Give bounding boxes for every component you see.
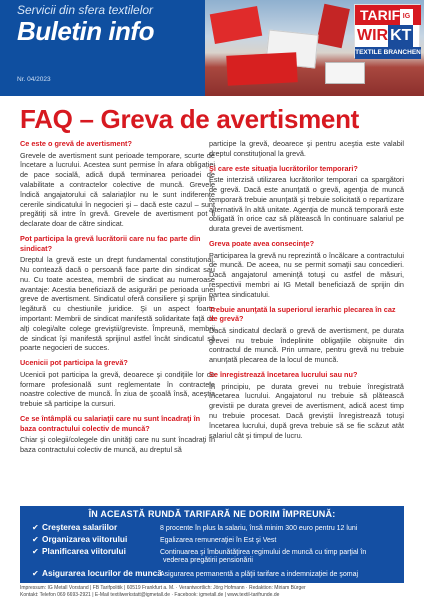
check-icon: ✔ — [32, 523, 39, 532]
tarifwirkt-logo — [354, 4, 420, 58]
check-icon: ✔ — [32, 569, 39, 578]
header-banner — [0, 0, 424, 96]
faq-item — [20, 358, 215, 409]
check-icon: ✔ — [32, 535, 39, 544]
faq-answer: Chiar şi colegii/colegele din unităţi care nu sunt încadraţi în baza contractului colectiv de muncă, au dreptul să — [20, 435, 215, 454]
faq-question: Ce se întâmplă cu salariaţii care nu sunt încadraţi în baza contractului colectiv de muncă? — [20, 413, 201, 433]
demand-description: Egalizarea remuneraţiei în Est şi Vest — [160, 537, 277, 544]
faq-question: Ucenicii pot participa la grevă? — [20, 358, 128, 368]
faq-item — [20, 139, 215, 229]
faq-item — [209, 370, 404, 440]
demand-label: Creşterea salariilor — [42, 522, 118, 532]
faq-answer: Ucenicii pot participa la grevă, deoarece şi condiţiile lor de formare profesională sunt reglementate în contractele noastre colective de muncă. În ziua de şcoală însă, aceştia trebuie să participe la cursuri. — [20, 369, 215, 409]
demand-label: Organizarea viitorului — [42, 534, 128, 544]
demand-description-continued: vederea pregătirii pensionării — [163, 557, 253, 564]
demand-description: 8 procente în plus la salariu, însă minim 300 euro pentru 12 luni — [160, 525, 358, 532]
faq-answer: Dacă sindicatul declară o grevă de avertisment, pe durata grevei nu trebuie îndeplinite obligaţiile obişnuite din contractul de muncă. Prin urmare, pentru grevă nu trebuie anunţată plecarea de la locul de muncă. — [209, 325, 404, 365]
header-text-area — [0, 0, 205, 96]
demand-description: Continuarea şi îmbunătăţirea regimului de muncă cu timp parţial în — [160, 549, 367, 556]
demand-item — [32, 534, 276, 544]
faq-item — [209, 239, 404, 300]
faq-answer: Este interzisă utilizarea lucrătorilor temporari ca spargători de grevă. Dacă este anunţată o grevă, agenţia de muncă temporară trebuie anunţată şi trebuie solicitată o repartizare alternativă în altă unitate. Agenţia de muncă temporară este obligată în orice caz să plătească în continuare salariul pe durata grevei de avertisment. — [209, 175, 404, 234]
photo-sign — [316, 4, 350, 49]
demand-label: Asigurarea locurilor de muncă — [42, 568, 162, 578]
faq-right-column — [209, 139, 404, 445]
faq-answer: Dreptul la grevă este un drept fundamental constituţional. Nu contează dacă o persoană face parte din sindicat sau nu. Cu toate acestea, membrii de sindicat au numeroase avantaje: Acestia beneficiază de asigurări pe perioada unei greve de avertisment. Sindicatul oferă consiliere şi sprijin în legătură cu chestiunile juridice. Şi un aspect foarte important: Membrii de sindicat manifestă solidaritate faţă de alţi colegi/alte colege greviştii/greviste. Împreună, membrii de sindicat îşi manifestă sprijinul astfel încât sindicatul să poarte negocieri de succes. — [20, 255, 215, 353]
logo-tarif-text: TARIF — [355, 5, 421, 25]
check-icon: ✔ — [32, 547, 39, 556]
faq-item — [209, 164, 404, 234]
photo-sign — [325, 62, 365, 84]
faq-question: Trebuie anunţată la superiorul ierarhic plecarea în caz de grevă? — [209, 304, 396, 324]
faq-item — [20, 414, 215, 455]
demand-label: Planificarea viitorului — [42, 546, 126, 556]
faq-answer: Participarea la grevă nu reprezintă o încălcare a contractului de muncă. De aceea, nu se permit somaţii sau concedieri. Dacă angajatorul ameninţă totuşi cu astfel de măsuri, respectivii membri ai IG Metall beneficiază de sprijin din partea sindicatului. — [209, 250, 404, 299]
faq-left-column — [20, 139, 215, 460]
faq-answer: Grevele de avertisment sunt perioade temporare, scurte de încetare a lucrului. Acestea sunt permise în afara obligației de pace socială, adică după terminarea perioadei de valabilitate a contractelor colective de muncă. Grevele îndică angajatorului că salariaţilor nu le sunt indiferente cererile sindicatului în negocieri şi – dacă este cazul – sunt pregătiţi să intre în grevă. Grevele de avertisment pot fi declarate doar de către sindicat. — [20, 150, 215, 229]
imprint-line: Impressum: IG Metall Vorstand | FB Tarifpolitik | 60519 Frankfurt a. M. · Verantwortlich: Jörg Hofmann · Redaktion: Miriam Bürger — [20, 585, 306, 591]
ig-metall-logo: IG — [400, 9, 413, 25]
photo-sign — [226, 52, 297, 86]
faq-question: Greva poate avea consecinţe? — [209, 238, 315, 248]
demand-item — [32, 568, 358, 578]
header-kicker: Servicii din sfera textilelor — [17, 3, 154, 17]
imprint-footer — [20, 585, 415, 598]
logo-wirkt-text: WIR KT — [355, 25, 421, 47]
faq-item — [209, 305, 404, 365]
demand-item — [32, 546, 366, 556]
faq-item — [209, 139, 404, 159]
faq-question: Ce este o grevă de avertisment? — [20, 139, 132, 148]
demand-item — [32, 522, 357, 532]
newsletter-title: Buletin info — [17, 16, 154, 46]
faq-question: Pot participa la grevă lucrătorii care nu fac parte din sindicat? — [20, 233, 201, 253]
page-title: FAQ – Greva de avertisment — [20, 104, 360, 134]
faq-question: Se înregistrează încetarea lucrului sau nu? — [209, 369, 358, 379]
demand-description: Asigurarea permanentă a plăţii tarifare a indemnizaţiei de şomaj — [160, 571, 359, 578]
banner-title: ÎN ACEASTĂ RUNDĂ TARIFARĂ NE DORIM ÎMPREUNĂ: — [88, 509, 336, 519]
contact-line: Kontakt: Telefon 069 6693-2921 | E-Mail textilwerkstatt@igmetall.de · Facebook: igmetall.de | www.textil-tarifrunde.de — [20, 591, 280, 598]
issue-number: Nr. 04/2023 — [17, 76, 51, 83]
faq-question: Şi care este situaţia lucrătorilor temporari? — [209, 163, 358, 173]
photo-sign — [210, 6, 262, 44]
faq-item — [20, 234, 215, 353]
faq-answer: În principiu, pe durata grevei nu trebuie înregistrată încetarea lucrului. Angajatorul nu trebuie să plătească grevistii pe durata grevei de avertisment, adică acest timp nu trebuie procesat. Dacă greviştii înregistrează totuşi încetarea lucrului, după greva trebuie să se fie scăzut atât salariul cât şi timpul de lucru. — [209, 381, 404, 440]
demands-banner — [20, 506, 404, 583]
faq-answer: participe la grevă, deoarece şi pentru aceştia este valabil dreptul constituţional la grevă. — [209, 139, 404, 158]
logo-branch-text: TEXTILE BRANCHEN — [355, 47, 421, 59]
